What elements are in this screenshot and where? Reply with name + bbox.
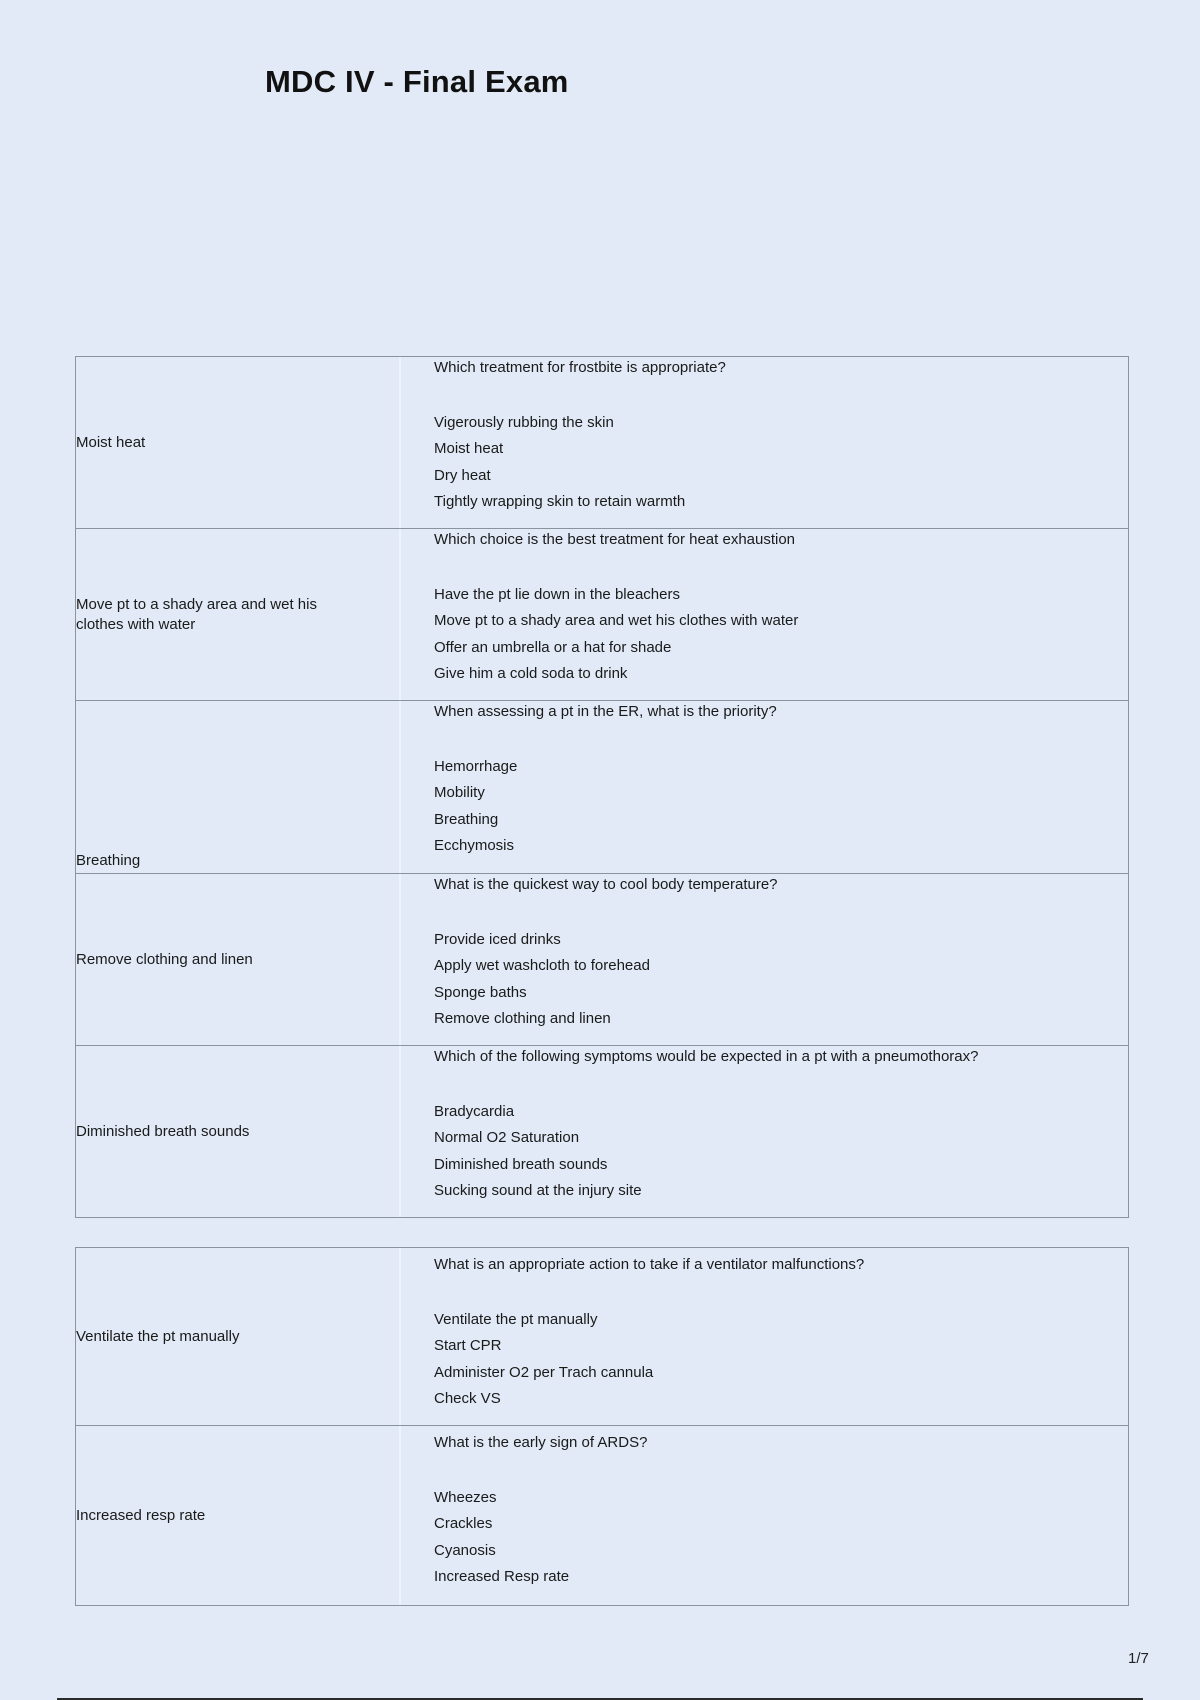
answer-option: Ecchymosis xyxy=(434,836,515,854)
question-text: What is the early sign of ARDS? xyxy=(434,1434,648,1451)
answer-option: Normal O2 Saturation xyxy=(434,1129,580,1147)
page-title: MDC IV - Final Exam xyxy=(265,64,569,99)
answer-term: Diminished breath sounds xyxy=(76,1046,401,1217)
question-text: What is the quickest way to cool body temperature? xyxy=(434,876,778,893)
answer-option: Remove clothing and linen xyxy=(434,1009,611,1027)
question-definition xyxy=(401,1248,1128,1425)
answer-options xyxy=(434,927,1128,1032)
answer-option: Apply wet washcloth to forehead xyxy=(434,957,650,975)
answer-term: Moist heat xyxy=(76,357,401,528)
flashcard-row xyxy=(76,529,1128,701)
answer-option: Cyanosis xyxy=(434,1541,496,1559)
answer-option: Moist heat xyxy=(434,440,504,458)
question-definition xyxy=(401,1426,1128,1605)
answer-option: Bradycardia xyxy=(434,1103,515,1120)
answer-term: Move pt to a shady area and wet his clothes with water xyxy=(76,529,401,700)
answer-option: Administer O2 per Trach cannula xyxy=(434,1363,654,1381)
question-text: Which treatment for frostbite is appropriate? xyxy=(434,359,726,376)
answer-option: Give him a cold soda to drink xyxy=(434,664,628,682)
question-definition xyxy=(401,1046,1128,1217)
answer-option: Hemorrhage xyxy=(434,758,518,775)
answer-option: Diminished breath sounds xyxy=(434,1155,608,1173)
answer-option: Tightly wrapping skin to retain warmth xyxy=(434,492,686,510)
answer-option: Ventilate the pt manually xyxy=(434,1311,598,1328)
answer-options xyxy=(434,1307,1128,1412)
flashcard-row xyxy=(76,357,1128,529)
flashcard-table-2 xyxy=(75,1247,1129,1606)
flashcard-table-1 xyxy=(75,356,1129,1218)
answer-option: Have the pt lie down in the bleachers xyxy=(434,586,680,603)
answer-option: Check VS xyxy=(434,1389,501,1407)
question-text: Which of the following symptoms would be expected in a pt with a pneumothorax? xyxy=(434,1048,979,1065)
answer-option: Start CPR xyxy=(434,1337,502,1355)
answer-options xyxy=(434,1099,1128,1204)
answer-term: Increased resp rate xyxy=(76,1426,401,1605)
answer-option: Crackles xyxy=(434,1515,493,1533)
answer-option: Increased Resp rate xyxy=(434,1567,570,1585)
answer-options xyxy=(434,754,1128,859)
answer-option: Wheezes xyxy=(434,1489,497,1506)
answer-option: Mobility xyxy=(434,784,485,802)
answer-term: Remove clothing and linen xyxy=(76,874,401,1045)
question-text: What is an appropriate action to take if a ventilator malfunctions? xyxy=(434,1256,865,1273)
question-definition xyxy=(401,357,1128,528)
answer-option: Sponge baths xyxy=(434,983,527,1001)
question-definition xyxy=(401,529,1128,700)
flashcard-row xyxy=(76,1248,1128,1426)
question-text: Which choice is the best treatment for heat exhaustion xyxy=(434,531,796,548)
answer-options xyxy=(434,410,1128,515)
answer-term: Ventilate the pt manually xyxy=(76,1248,401,1425)
question-definition xyxy=(401,874,1128,1045)
answer-option: Vigerously rubbing the skin xyxy=(434,414,614,431)
answer-option: Dry heat xyxy=(434,466,491,484)
answer-option: Offer an umbrella or a hat for shade xyxy=(434,638,672,656)
flashcard-row xyxy=(76,874,1128,1046)
flashcard-row xyxy=(76,701,1128,874)
flashcard-row xyxy=(76,1426,1128,1606)
answer-term: Breathing xyxy=(76,701,401,873)
page-number: 1/7 xyxy=(1128,1650,1149,1667)
answer-option: Provide iced drinks xyxy=(434,931,561,948)
answer-option: Sucking sound at the injury site xyxy=(434,1181,642,1199)
answer-options xyxy=(434,582,1128,687)
question-definition xyxy=(401,701,1128,873)
flashcard-row xyxy=(76,1046,1128,1218)
answer-option: Breathing xyxy=(434,810,499,828)
answer-options xyxy=(434,1485,1128,1590)
answer-option: Move pt to a shady area and wet his clothes with water xyxy=(434,612,799,630)
question-text: When assessing a pt in the ER, what is the priority? xyxy=(434,703,777,720)
